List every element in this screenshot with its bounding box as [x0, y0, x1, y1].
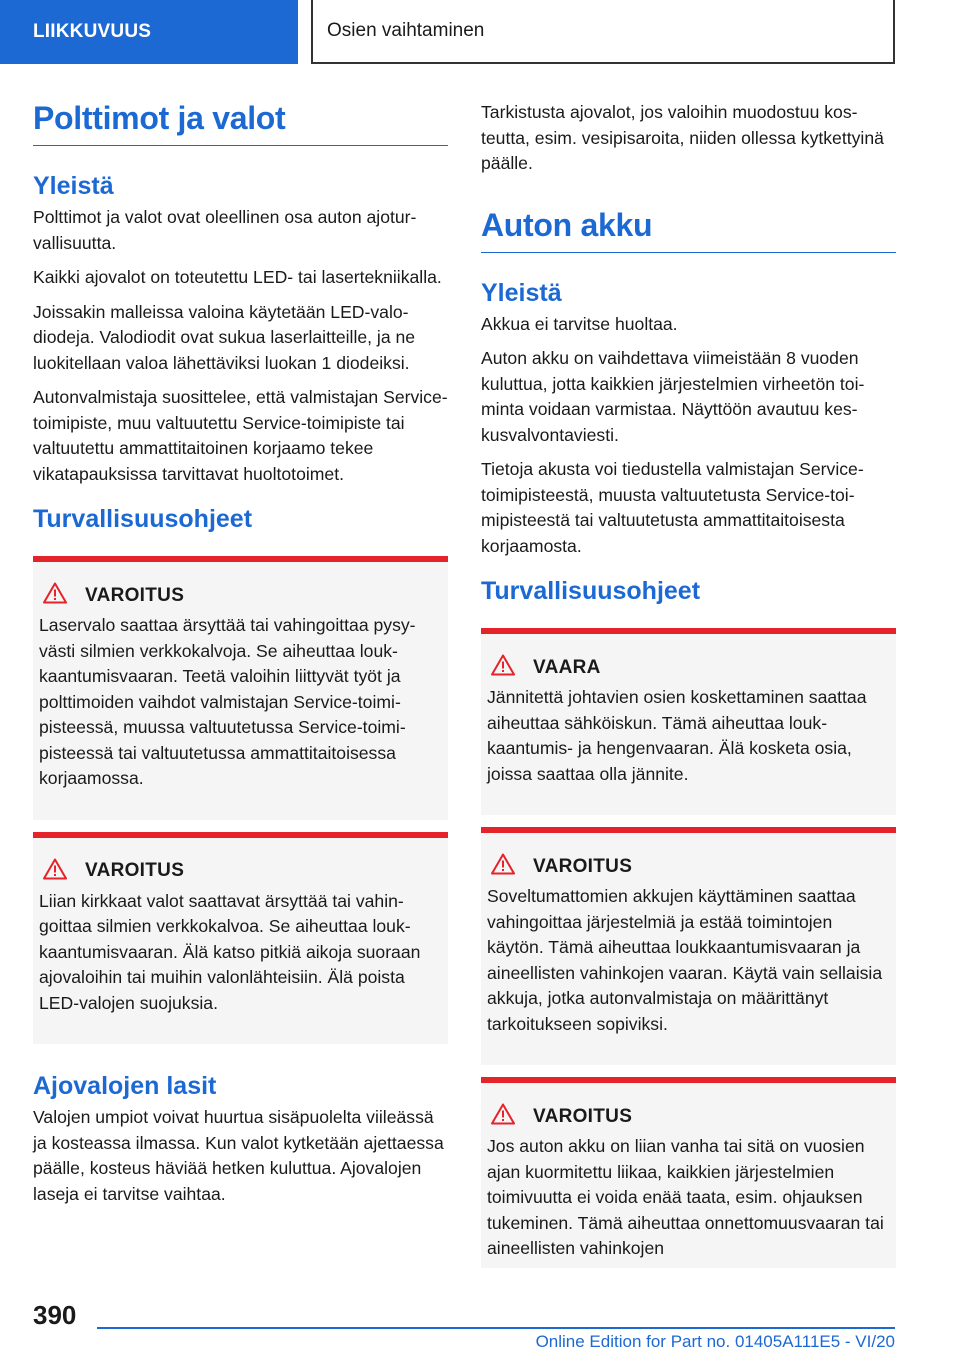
warning-triangle-icon — [491, 654, 533, 681]
warning-box — [481, 628, 896, 815]
section-title-bulbs: Polttimot ja valot — [33, 100, 448, 146]
paragraph: Valojen umpiot voivat huurtua sisäpuolelta viileässä ja kosteassa ilmassa. Kun valot kytketään ajettaessa päälle, kosteus häviää hetken kuluttua. Ajovalojen laseja ei tarvitse vaihtaa. — [33, 1107, 444, 1204]
warning-title: VAARA — [533, 656, 601, 678]
edition-footer: Online Edition for Part no. 01405A111E5 - VI/20 — [535, 1332, 895, 1351]
heading-safety: Turvallisuusohjeet — [33, 505, 253, 533]
paragraph: Kaikki ajovalot on toteutettu LED- tai lasertekniikalla. — [33, 267, 442, 287]
page-header-title: Osien vaihtaminen — [311, 0, 895, 64]
left-column — [33, 100, 448, 1216]
warning-title: VAROITUS — [85, 860, 185, 881]
heading-safety: Turvallisuusohjeet — [481, 577, 701, 605]
warning-box — [481, 1077, 896, 1268]
warning-box — [33, 556, 448, 820]
heading-general: Yleistä — [33, 172, 114, 200]
paragraph: Polttimot ja valot ovat oleellinen osa auton ajoturvallisuutta. — [33, 207, 417, 253]
section-tab: LIIKKUVUUS — [0, 0, 298, 64]
warning-text: Jännitettä johtavien osien koskettaminen saattaa aiheuttaa sähköiskun. Tämä aiheuttaa loukkaantumis- ja hengenvaaran. Älä kosketa osia, joissa saattaa olla jännite. — [487, 687, 867, 784]
right-column — [481, 100, 896, 1268]
paragraph: Auton akku on vaihdettava viimeistään 8 vuoden kuluttua, jotta kaikkien järjestelmien virheetön toiminta voidaan varmistaa. Näyttöön avautuu keskusvalvontaviesti. — [481, 348, 865, 445]
warning-text: Laservalo saattaa ärsyttää tai vahingoittaa pysyvästi silmien verkkokalvoja. Se aiheuttaa loukkaantumisvaaran. Teetä valoihin liittyvät työt ja polttimoiden vaihdot valmistajan Service-toimipisteessä, muussa valtuutetussa Service-toimipisteessä tai valtuutetussa ammattitaitoisessa korjaamossa. — [39, 615, 416, 788]
section-title-battery: Auton akku — [481, 207, 896, 253]
paragraph: Tietoja akusta voi tiedustella valmistajan Service-toimipisteestä, muusta valtuutetusta Service-toimipisteestä tai valtuutetusta ammattitaitoisesta korjaamosta. — [481, 459, 864, 556]
footer-divider — [97, 1327, 895, 1329]
warning-text: Liian kirkkaat valot saattavat ärsyttää tai vahingoittaa silmien verkkokalvoa. Se aiheuttaa loukkaantumisvaaran. Älä katso pitkiä aikoja suoraan ajovaloihin tai muihin valonlähteisiin. Älä poista LED-valojen suojuksia. — [39, 890, 421, 1013]
warning-title: VAROITUS — [533, 855, 633, 877]
warning-title: VAROITUS — [85, 584, 185, 606]
paragraph: Joissakin malleissa valoina käytetään LED-valodiodeja. Valodiodit ovat sukua laserlaitteille, ja ne luokitellaan valoa lähettäviksi luokan 1 diodeiksi. — [33, 301, 416, 373]
warning-text: Soveltumattomien akkujen käyttäminen saattaa vahingoittaa järjestelmiä ja estää toimintojen käytön. Tämä aiheuttaa loukkaantumisvaaran ja aineellisten vahinkojen vaaran. Käytä vain sellaisia akkuja, jotka autonvalmistaja on määrittänyt tarkoitukseen sopiviksi. — [487, 886, 883, 1034]
paragraph: Akkua ei tarvitse huoltaa. — [481, 313, 678, 334]
warning-triangle-icon — [43, 582, 85, 609]
heading-general: Yleistä — [481, 278, 562, 307]
page-number: 390 — [33, 1300, 77, 1330]
warning-title: VAROITUS — [533, 1105, 633, 1127]
paragraph: Tarkistusta ajovalot, jos valoihin muodostuu kosteutta, esim. vesipisaroita, niiden ollessa kytkettyinä päälle. — [481, 102, 884, 173]
warning-triangle-icon — [491, 853, 533, 880]
paragraph: Autonvalmistaja suosittelee, että valmistajan Service-toimipiste, muu valtuutettu Service-toimipiste tai valtuutettu ammattitaitoinen korjaamo tekee vikatapauksissa tarvittavat huoltotoimet. — [33, 387, 448, 484]
warning-triangle-icon — [43, 858, 85, 885]
warning-text: Jos auton akku on liian vanha tai sitä on vuosien ajan kuormitettu liikaa, kaikkien järjestelmien toimivuutta ei voida enää taata, esim. ohjauksen tukeminen. Tämä aiheuttaa onnettomuusvaaran tai aineellisten vahinkojen — [487, 1136, 884, 1258]
warning-box — [481, 827, 896, 1065]
heading-headlight-lenses: Ajovalojen lasit — [33, 1072, 217, 1100]
warning-triangle-icon — [491, 1103, 533, 1130]
warning-box — [33, 832, 448, 1045]
